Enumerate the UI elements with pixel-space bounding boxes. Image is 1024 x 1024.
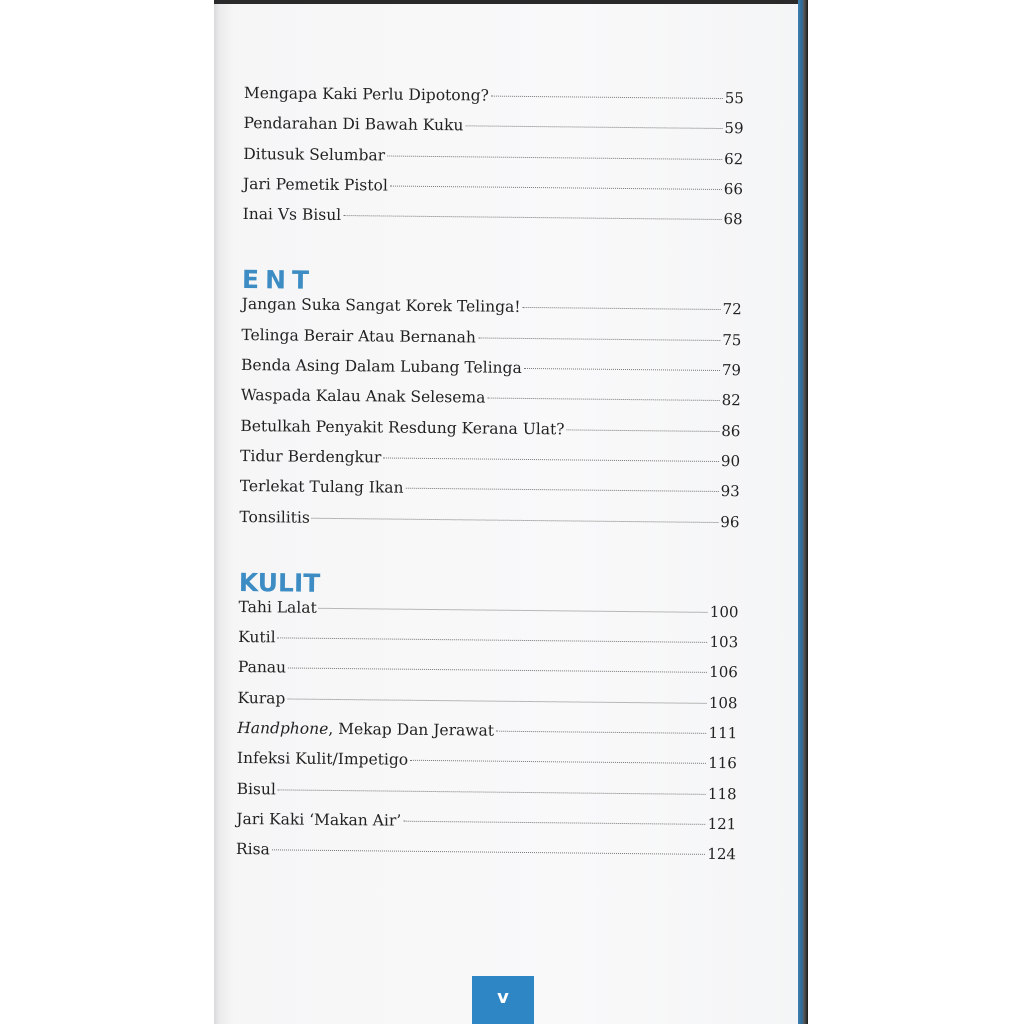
- toc-page-number: 116: [708, 754, 738, 773]
- toc-title: Pendarahan Di Bawah Kuku: [243, 114, 464, 135]
- toc-page-number: 59: [724, 119, 744, 138]
- toc-page-number: 93: [720, 482, 740, 501]
- toc-title: Terlekat Tulang Ikan: [239, 477, 404, 497]
- toc-title: Inai Vs Bisul: [242, 205, 342, 225]
- toc-title: Infeksi Kulit/Impetigo: [236, 749, 409, 770]
- toc-page-number: 66: [723, 179, 744, 199]
- toc-leader-dots: [403, 821, 705, 825]
- toc-title: Kutil: [238, 628, 276, 647]
- toc-title: Tahi Lalat: [238, 597, 317, 617]
- toc-title: Ditusuk Selumbar: [243, 144, 386, 165]
- book-page: [214, 0, 808, 1024]
- toc-title: Panau: [237, 658, 287, 677]
- toc-leader-dots: [278, 638, 708, 644]
- toc-leader-dots: [522, 307, 720, 310]
- toc-leader-dots: [406, 488, 719, 492]
- toc-leader-dots: [478, 337, 720, 341]
- toc-title: Tidur Berdengkur: [240, 446, 382, 467]
- toc-page-number: 103: [709, 633, 739, 652]
- page-number-tab: v: [472, 976, 534, 1024]
- toc-page-number: 75: [722, 330, 742, 350]
- toc-leader-dots: [272, 850, 706, 856]
- toc-title: [237, 719, 494, 740]
- toc-page-number: 62: [724, 149, 744, 168]
- toc-leader-dots: [496, 731, 707, 734]
- toc-leader-dots: [487, 398, 719, 401]
- toc-page-number: 100: [709, 602, 739, 622]
- toc-page-number: 96: [720, 512, 740, 531]
- toc-leader-dots: [387, 155, 722, 160]
- toc-title: Betulkah Penyakit Resdung Kerana Ulat?: [240, 416, 565, 439]
- toc-title: Jangan Suka Sangat Korek Telinga!: [241, 295, 521, 317]
- toc-page-number: 90: [720, 451, 741, 471]
- toc-leader-dots: [383, 457, 719, 462]
- toc-title: Kurap: [237, 688, 286, 708]
- toc-title: Jari Kaki ‘Makan Air’: [236, 809, 402, 830]
- toc-leader-dots: [465, 126, 722, 130]
- toc-page-number: 121: [707, 814, 737, 834]
- toc-leader-dots: [288, 668, 707, 673]
- toc-leader-dots: [287, 698, 707, 703]
- toc-page-number: 55: [724, 89, 744, 108]
- toc-title-rest: , Mekap Dan Jerawat: [328, 719, 495, 740]
- toc-title: Jari Pemetik Pistol: [242, 174, 388, 195]
- toc-page-number: 118: [707, 784, 737, 803]
- toc-page-number: 124: [707, 845, 737, 864]
- toc-leader-dots: [278, 789, 706, 794]
- toc-title: Risa: [235, 840, 270, 859]
- toc-title: Tonsilitis: [239, 507, 310, 527]
- toc-leader-dots: [319, 608, 708, 613]
- toc-page-number: 86: [721, 421, 741, 440]
- toc-page-number: 68: [723, 210, 743, 229]
- book-spine-edge: [798, 0, 808, 1024]
- toc-page-number: 82: [721, 391, 741, 410]
- toc-entry: [236, 840, 736, 876]
- toc-page-number: 108: [708, 693, 738, 712]
- table-of-contents: [236, 84, 744, 876]
- toc-leader-dots: [312, 517, 718, 522]
- toc-title: Benda Asing Dalam Lubang Telinga: [240, 356, 522, 378]
- section-heading-kulit: KULIT: [238, 567, 321, 598]
- toc-title: Waspada Kalau Anak Selesema: [240, 386, 486, 407]
- page-top-edge: [214, 0, 808, 4]
- toc-title-italic: Handphone: [237, 719, 329, 738]
- toc-page-number: 106: [709, 663, 738, 682]
- toc-leader-dots: [390, 185, 722, 189]
- section-heading-ent: ENT: [241, 265, 316, 296]
- toc-leader-dots: [524, 368, 720, 371]
- toc-page-number: 79: [721, 361, 742, 380]
- toc-title: Telinga Berair Atau Bernanah: [241, 325, 476, 347]
- toc-leader-dots: [410, 760, 706, 764]
- toc-leader-dots: [343, 215, 721, 220]
- toc-page-number: 72: [722, 300, 742, 319]
- toc-page-number: 111: [708, 723, 738, 743]
- toc-title: Mengapa Kaki Perlu Dipotong?: [243, 84, 489, 105]
- toc-leader-dots: [491, 96, 723, 99]
- toc-leader-dots: [567, 429, 720, 432]
- toc-title: Bisul: [236, 779, 276, 799]
